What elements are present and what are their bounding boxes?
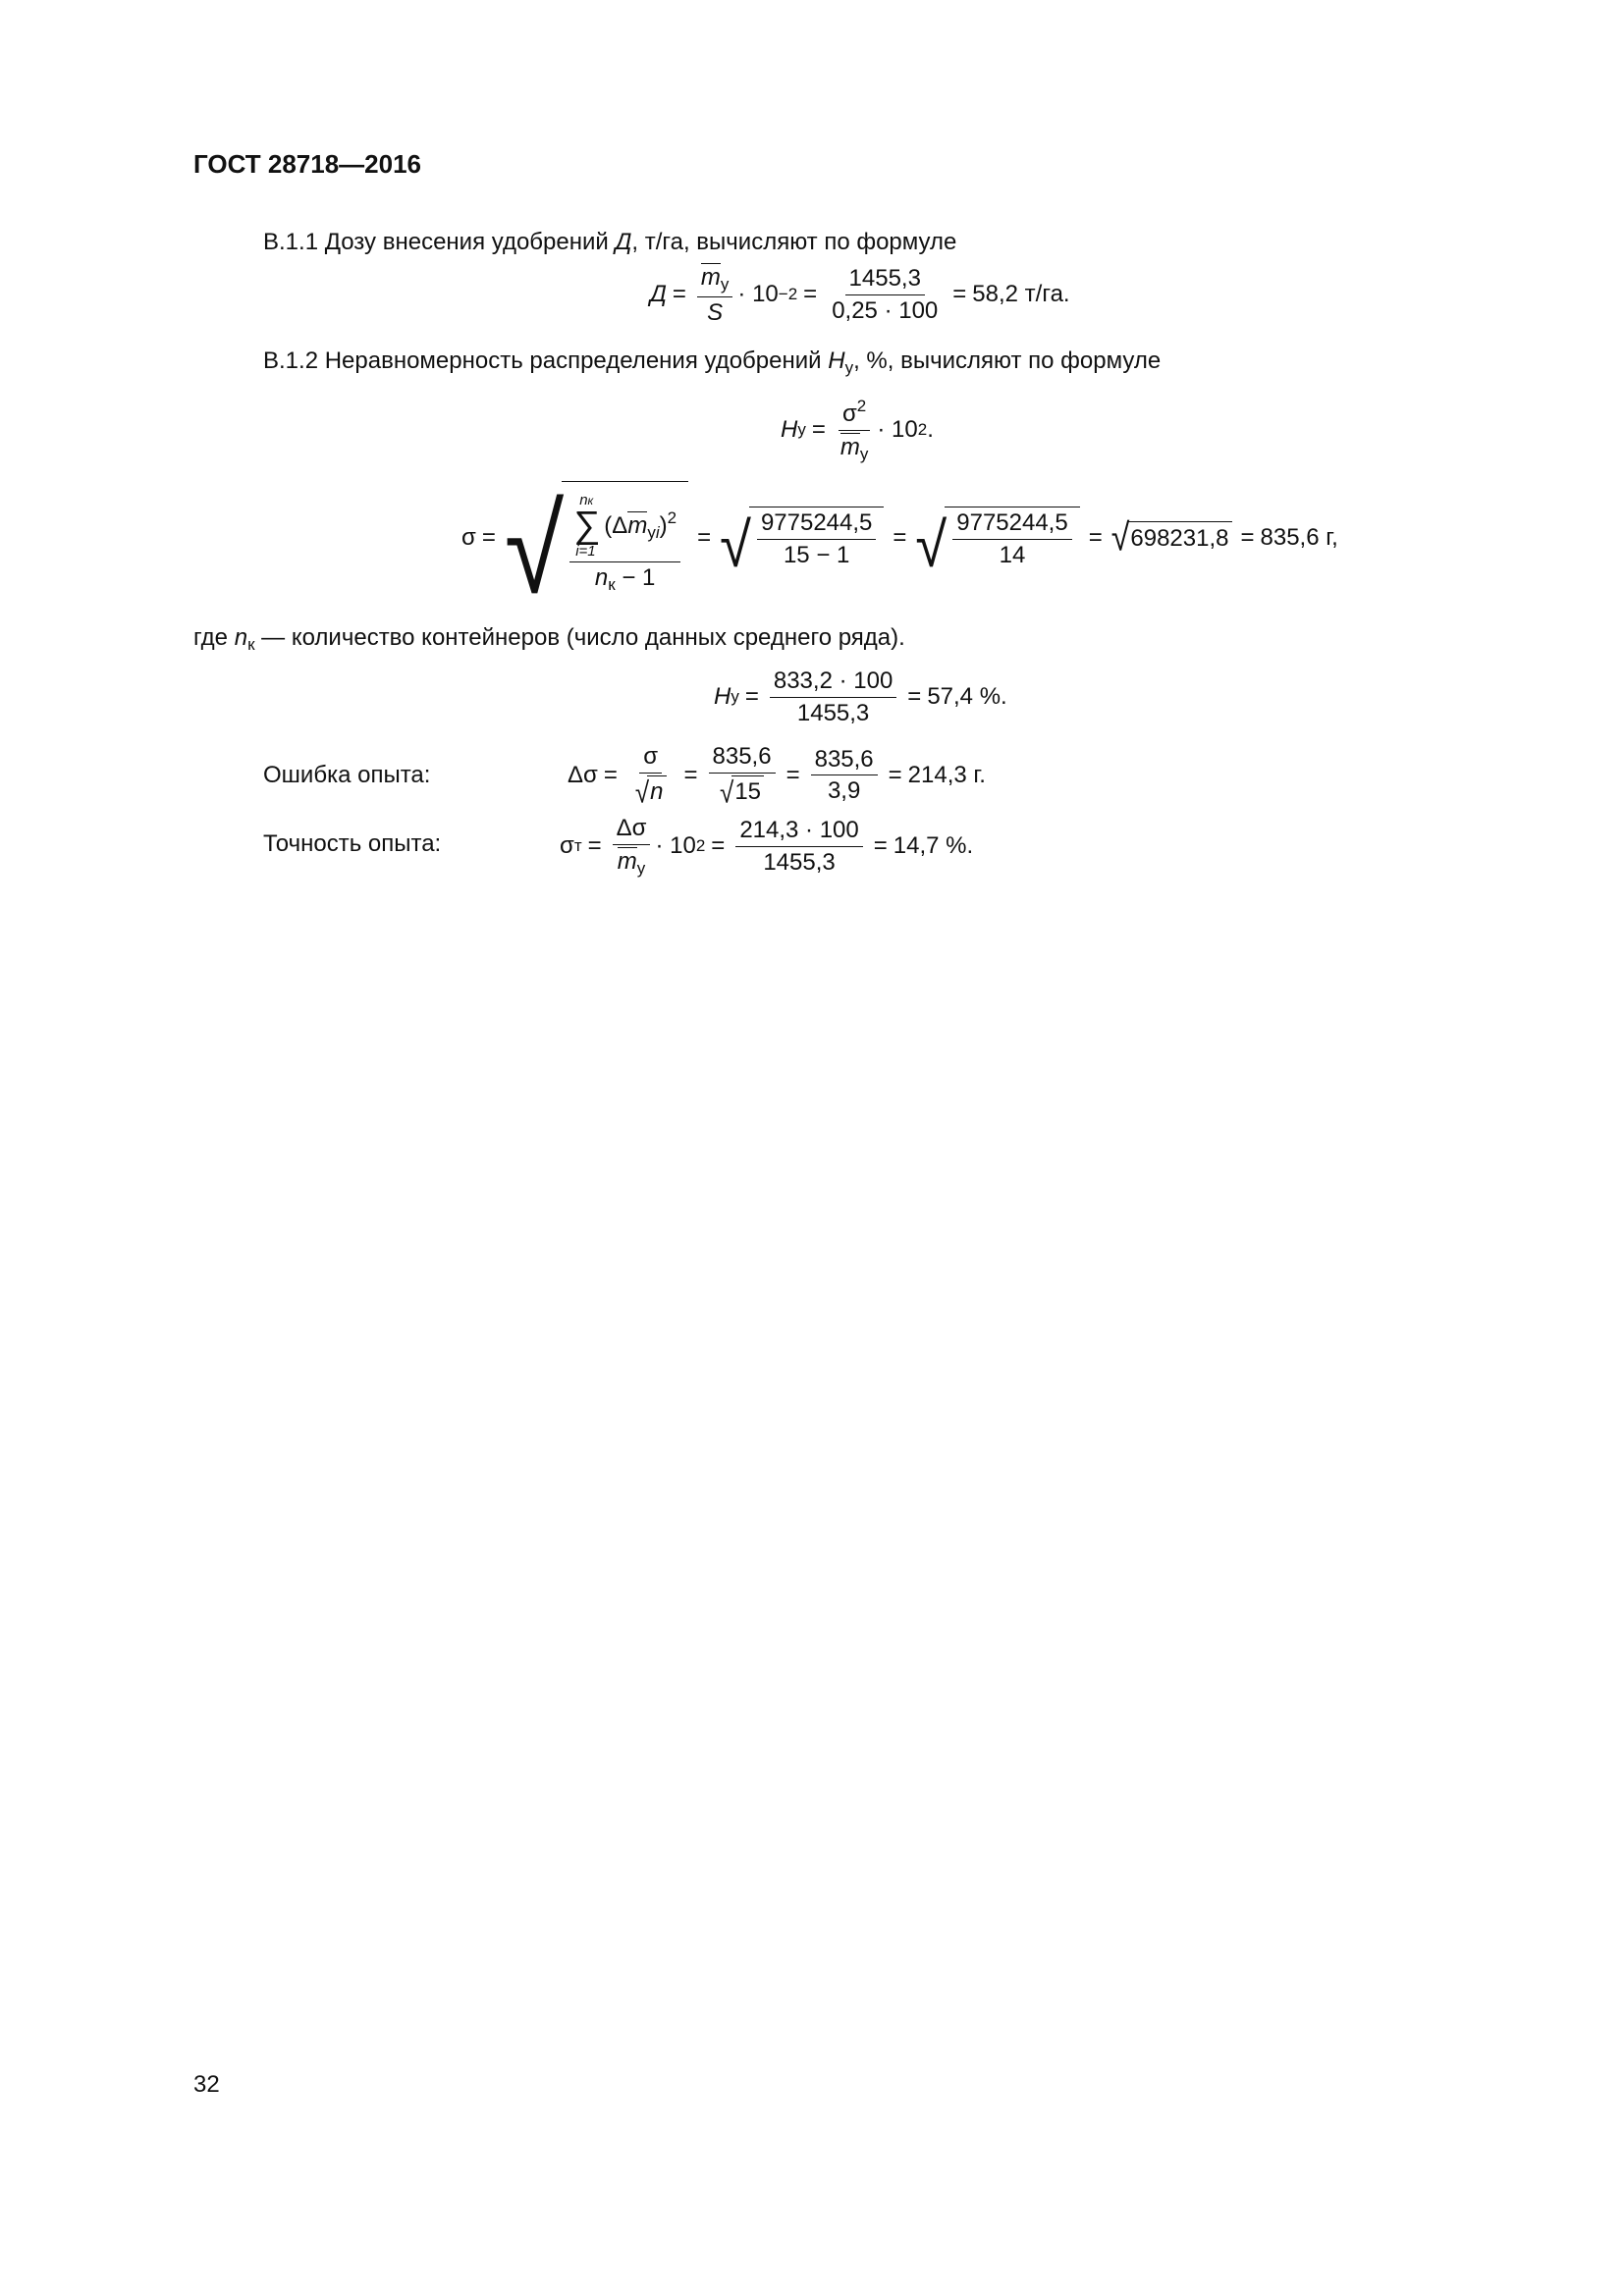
- factor: · 10: [737, 281, 779, 308]
- square-root: [634, 774, 667, 810]
- document-header: ГОСТ 28718—2016: [193, 149, 421, 179]
- denominator: [614, 845, 650, 879]
- sum-term: [604, 508, 677, 543]
- denominator: S: [707, 298, 724, 326]
- sum-upper-var: n: [579, 492, 588, 508]
- accuracy-label: Точность опыта:: [263, 830, 442, 857]
- radicand: [562, 481, 688, 595]
- numerator: 214,3 · 100: [735, 817, 862, 847]
- equals-sign: =: [683, 761, 698, 788]
- equals-sign: =: [672, 281, 686, 308]
- equals-sign: =: [803, 281, 818, 308]
- formula-lhs: H: [781, 416, 798, 444]
- equals-sign: =: [744, 683, 759, 711]
- mean-m: m: [617, 847, 637, 875]
- equals-sign: =: [893, 523, 907, 551]
- paragraph-text: где: [193, 624, 235, 651]
- paragraph-text-rest: , т/га, вычисляют по формуле: [631, 229, 957, 255]
- exponent: 2: [695, 836, 706, 856]
- variable-d: Д: [615, 229, 632, 255]
- square-root: [915, 507, 1079, 581]
- paragraph-b-1-2: [263, 347, 1161, 378]
- equals-sign: =: [697, 523, 712, 551]
- exponent: 2: [856, 397, 867, 415]
- square-root: [720, 774, 764, 810]
- radicand: 15: [731, 775, 764, 806]
- equals-sign: =: [1088, 523, 1103, 551]
- equals-sign: =: [907, 683, 922, 711]
- equals-sign: =: [888, 761, 902, 788]
- fraction: [569, 484, 680, 595]
- square-root: [1110, 515, 1232, 560]
- paragraph-text: В.1.2 Неравномерность распределения удобрений: [263, 347, 829, 374]
- sum-upper-sub: к: [587, 494, 594, 507]
- result: 214,3 г.: [907, 761, 986, 788]
- fraction: [770, 667, 896, 726]
- subscript: у: [731, 687, 739, 707]
- formula-error: [568, 743, 986, 808]
- subscript: т: [573, 836, 582, 856]
- subscript: к: [608, 575, 616, 595]
- numerator: [839, 397, 870, 431]
- formula-lhs: σ: [461, 523, 476, 551]
- variable-n: n: [234, 624, 248, 651]
- term-close: ): [659, 512, 668, 540]
- radicand: 698231,8: [1127, 521, 1231, 555]
- result: 14,7 %.: [893, 832, 974, 860]
- radical-sign: √: [1110, 515, 1130, 560]
- fraction: [828, 265, 942, 324]
- radicand: n: [647, 775, 666, 806]
- sum-lower-limit: i=1: [575, 542, 596, 560]
- equals-sign: =: [603, 761, 618, 788]
- fraction: [811, 746, 878, 805]
- equals-sign: =: [587, 832, 602, 860]
- denominator: [713, 774, 771, 808]
- denominator: [837, 431, 873, 464]
- square-root: [720, 507, 884, 581]
- denominator: 3,9: [827, 777, 861, 805]
- variable-h: H: [828, 347, 845, 374]
- factor: · 10: [877, 416, 918, 444]
- numerator: 1455,3: [845, 265, 925, 295]
- fraction: [628, 743, 674, 808]
- index-i: i: [655, 523, 660, 543]
- sum-body: [573, 505, 677, 547]
- subscript: у: [859, 444, 869, 463]
- formula-unevenness-value: [714, 667, 1007, 726]
- formula-sigma: [461, 480, 1338, 619]
- radical-sign: √: [915, 510, 947, 581]
- summation: [573, 492, 677, 560]
- paragraph-text: В.1.1 Дозу внесения удобрений: [263, 229, 616, 255]
- fraction: [837, 397, 873, 463]
- mean-m: m: [627, 512, 648, 540]
- numerator: σ: [639, 743, 662, 774]
- page-number: 32: [193, 2071, 220, 2098]
- factor: · 10: [655, 832, 696, 860]
- numerator: 835,6: [709, 743, 776, 774]
- numerator: 9775244,5: [757, 509, 876, 540]
- radical-sign: √: [720, 774, 734, 810]
- equals-sign: =: [1240, 523, 1255, 551]
- numerator: 833,2 · 100: [770, 667, 896, 698]
- denominator: 15 − 1: [783, 541, 850, 568]
- denominator: [628, 774, 674, 808]
- subscript: у: [844, 358, 854, 377]
- numerator: 835,6: [811, 746, 878, 776]
- sigma: σ: [841, 400, 857, 427]
- subscript: у: [647, 523, 656, 543]
- equals-sign: =: [873, 832, 888, 860]
- denominator: 14: [999, 541, 1026, 568]
- equals-sign: =: [811, 416, 826, 444]
- radical-sign: √: [720, 510, 751, 581]
- mean-m: m: [700, 264, 721, 291]
- period: .: [927, 416, 934, 444]
- equals-sign: =: [481, 523, 496, 551]
- fraction: [613, 815, 651, 878]
- exponent: −2: [778, 285, 798, 304]
- result: 58,2 т/га.: [972, 281, 1070, 308]
- radicand: [945, 507, 1079, 568]
- den-rest: − 1: [615, 564, 656, 592]
- denominator: 0,25 · 100: [832, 296, 939, 324]
- subscript: у: [797, 420, 806, 440]
- formula-lhs: H: [714, 683, 731, 711]
- subscript: у: [720, 275, 730, 294]
- equals-sign: =: [711, 832, 726, 860]
- exponent: 2: [917, 420, 928, 440]
- subscript: у: [636, 858, 646, 878]
- fraction: [952, 509, 1071, 568]
- formula-dose: [650, 263, 1070, 326]
- square-root: [504, 480, 688, 619]
- formula-lhs: σ: [560, 832, 574, 860]
- paragraph-text-rest: , %, вычисляют по формуле: [853, 347, 1162, 374]
- radical-sign: √: [634, 774, 650, 810]
- fraction: [735, 817, 862, 876]
- numerator: Δσ: [613, 815, 651, 845]
- equals-sign: =: [952, 281, 967, 308]
- n-var: n: [594, 564, 609, 592]
- denominator: [591, 562, 660, 595]
- denominator: 1455,3: [796, 699, 870, 726]
- denominator: 1455,3: [763, 848, 836, 876]
- radical-sign: √: [504, 480, 565, 619]
- numerator: 9775244,5: [952, 509, 1071, 540]
- fraction: [697, 263, 733, 326]
- radicand: [749, 507, 884, 568]
- formula-lhs: Δσ: [568, 761, 598, 788]
- term-open: (Δ: [604, 512, 628, 540]
- numerator: [697, 263, 733, 297]
- formula-accuracy: [560, 815, 973, 878]
- numerator: [569, 484, 680, 562]
- fraction: [757, 509, 876, 568]
- subscript: к: [247, 635, 255, 654]
- result: 57,4 %.: [927, 683, 1007, 711]
- error-label: Ошибка опыта:: [263, 762, 431, 788]
- result: 835,6 г,: [1260, 523, 1338, 551]
- formula-lhs: Д: [650, 281, 667, 308]
- paragraph-b-1-1: [263, 229, 956, 256]
- equals-sign: =: [785, 761, 800, 788]
- fraction: [709, 743, 776, 808]
- mean-m: m: [839, 433, 860, 460]
- paragraph-text-rest: — количество контейнеров (число данных среднего ряда).: [254, 624, 905, 651]
- exponent: 2: [667, 508, 677, 528]
- formula-unevenness: [781, 397, 934, 463]
- sum-sign: ∑: [573, 505, 601, 547]
- paragraph-where: [193, 624, 905, 655]
